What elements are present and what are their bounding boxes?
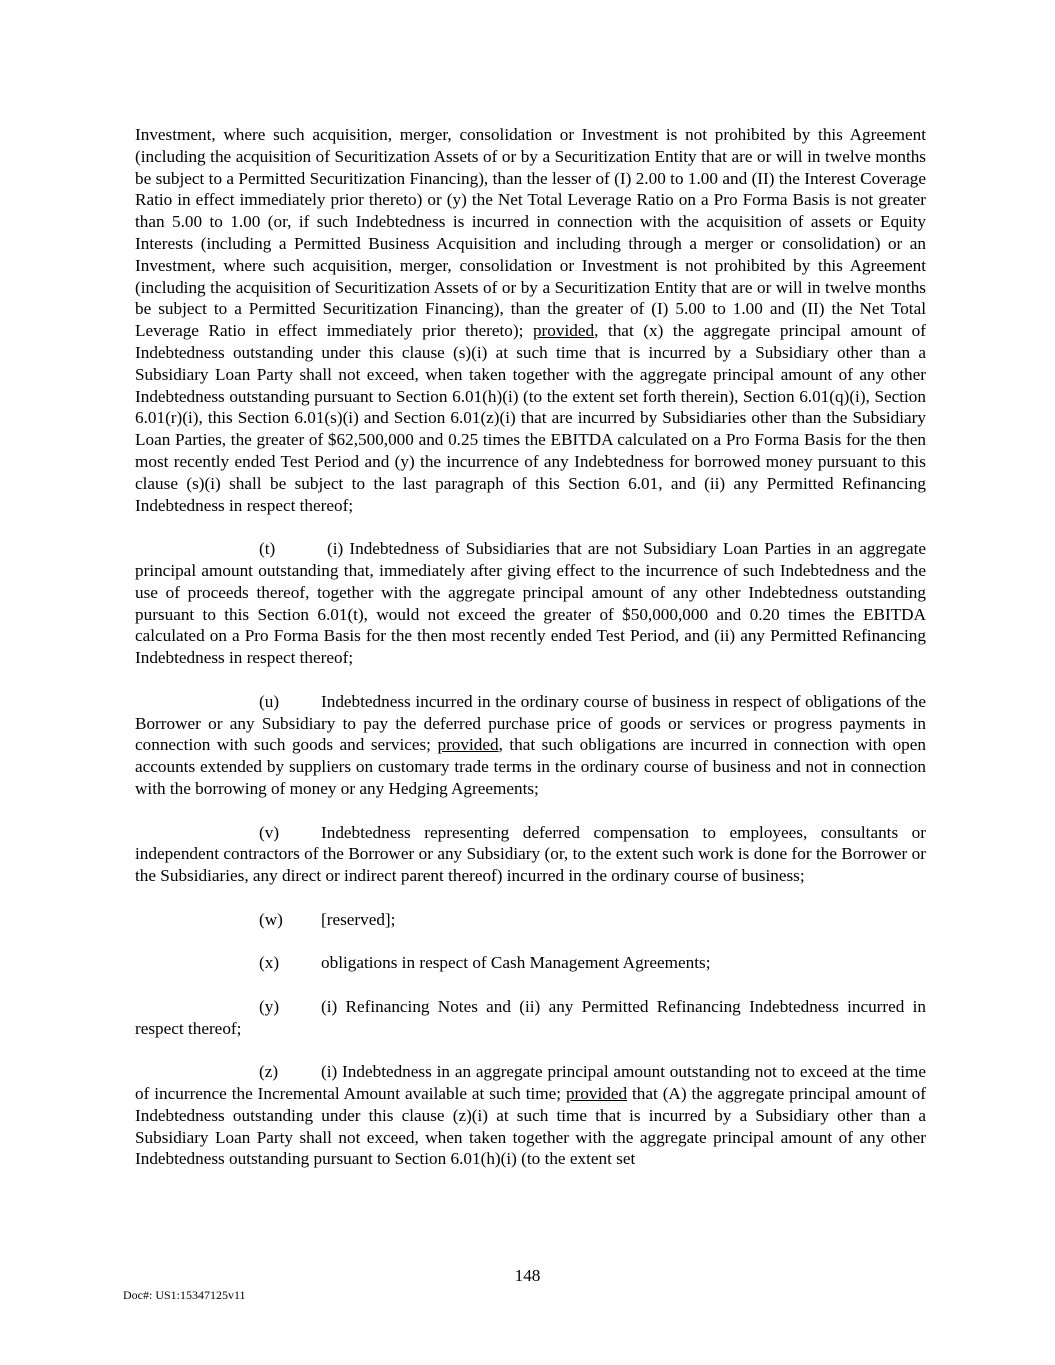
paragraph-t bbox=[135, 538, 926, 669]
paragraph-y bbox=[135, 996, 926, 1040]
paragraph-x bbox=[135, 952, 926, 974]
paragraph-text: (i) Indebtedness of Subsidiaries that are not Subsidiary Loan Parties in an aggregate principal amount outstanding that, immediately after giving effect to the incurrence of such Indebtedness and the use of proceeds thereof, together with the aggregate principal amount of any other Indebtedness outstanding pursuant to this Section 6.01(t), would not exceed the greater of $50,000,000 and 0.20 times the EBITDA calculated on a Pro Forma Basis for the then most recently ended Test Period, and (ii) any Permitted Refinancing Indebtedness in respect thereof; bbox=[135, 539, 926, 668]
clause-label: (x) bbox=[259, 953, 280, 973]
paragraph-text: , that (x) the aggregate principal amount of Indebtedness outstanding under this clause (s)(i) at such time that is incurred by a Subsidiary other than a Subsidiary Loan Party shall not exceed, when taken together with the aggregate principal amount of any other Indebtedness outstanding pursuant to Section 6.01(h)(i) (to the extent set forth therein), Section 6.01(q)(i), Section 6.01(r)(i), this Section 6.01(s)(i) and Section 6.01(z)(i) that are incurred by Subsidiaries other than the Subsidiary Loan Parties, the greater of $62,500,000 and 0.25 times the EBITDA calculated on a Pro Forma Basis for the then most recently ended Test Period and (y) the incurrence of any Indebtedness for borrowed money pursuant to this clause (s)(i) shall be subject to the last paragraph of this Section 6.01, and (ii) any Permitted Refinancing Indebtedness in respect thereof; bbox=[135, 321, 926, 515]
paragraph-text: obligations in respect of Cash Management Agreements; bbox=[321, 953, 711, 973]
paragraph-text: [reserved]; bbox=[321, 909, 396, 929]
paragraph-w bbox=[135, 909, 926, 931]
paragraph-s-continuation bbox=[135, 124, 926, 516]
paragraph-text: (i) Refinancing Notes and (ii) any Permitted Refinancing Indebtedness incurred in respect thereof; bbox=[135, 996, 926, 1038]
clause-label: (w) bbox=[259, 909, 283, 929]
page-number: 148 bbox=[514, 1266, 541, 1285]
document-body bbox=[135, 124, 926, 1170]
paragraph-text: Investment, where such acquisition, merger, consolidation or Investment is not prohibited by this Agreement (including the acquisition of Securitization Assets of or by a Securitization Entity that are or will in twelve months be subject to a Permitted Securitization Financing), than the lesser of (I) 2.00 to 1.00 and (II) the Interest Coverage Ratio in effect immediately prior thereto) or (y) the Net Total Leverage Ratio on a Pro Forma Basis is not greater than 5.00 to 1.00 (or, if such Indebtedness is incurred in connection with the acquisition of assets or Equity Interests (including a Permitted Business Acquisition and including through a merger or consolidation) or an Investment, where such acquisition, merger, consolidation or Investment is not prohibited by this Agreement (including the acquisition of Securitization Assets of or by a Securitization Entity that are or will in twelve months be subject to a Permitted Securitization Financing), than the greater of (I) 5.00 to 1.00 and (II) the Net Total Leverage Ratio in effect immediately prior thereto); bbox=[135, 125, 926, 341]
provided-term: provided bbox=[437, 735, 499, 755]
paragraph-text: Indebtedness representing deferred compensation to employees, consultants or independent contractors of the Borrower or any Subsidiary (or, to the extent such work is done for the Borrower or the Subsidiaries, any direct or indirect parent thereof) incurred in the ordinary course of business; bbox=[135, 822, 926, 886]
paragraph-text: (i) Indebtedness in an aggregate principal amount outstanding not to exceed at the time of incurrence the Incremental Amount available at such time; bbox=[135, 1062, 926, 1104]
clause-label: (y) bbox=[259, 996, 280, 1016]
document-id: Doc#: US1:15347125v11 bbox=[123, 1288, 246, 1302]
clause-label: (z) bbox=[259, 1062, 279, 1082]
paragraph-v bbox=[135, 822, 926, 887]
paragraph-text: that (A) the aggregate principal amount of Indebtedness outstanding under this clause (z)(i) at such time that is incurred by a Subsidiary other than a Subsidiary Loan Party shall not exceed, when taken together with the aggregate principal amount of any other Indebtedness outstanding pursuant to Section 6.01(h)(i) (to the extent set bbox=[135, 1084, 926, 1169]
provided-term: provided bbox=[565, 1084, 628, 1104]
clause-label: (u) bbox=[259, 691, 280, 711]
clause-label: (t) bbox=[259, 539, 276, 559]
paragraph-text: Indebtedness incurred in the ordinary course of business in respect of obligations of the Borrower or any Subsidiary to pay the deferred purchase price of goods or services or progress payments in connection with such goods and services; bbox=[135, 691, 926, 755]
paragraph-text: , that such obligations are incurred in connection with open accounts extended by suppliers on customary trade terms in the ordinary course of business and not in connection with the borrowing of money or any Hedging Agreements; bbox=[135, 735, 926, 798]
paragraph-u bbox=[135, 691, 926, 800]
provided-term: provided bbox=[532, 321, 595, 341]
clause-label: (v) bbox=[259, 822, 280, 842]
paragraph-z bbox=[135, 1061, 926, 1170]
